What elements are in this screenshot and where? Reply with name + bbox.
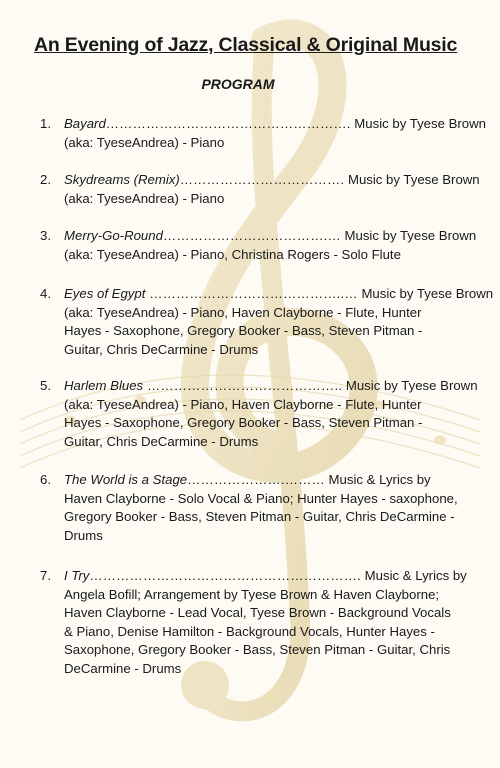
credit: Music by Tyese Brown	[344, 172, 480, 187]
leader-dots: …………………………………………………….	[89, 568, 362, 583]
item-number: 6.	[40, 472, 51, 487]
item-number: 4.	[40, 286, 51, 301]
program-heading: PROGRAM	[201, 76, 275, 92]
program-item	[40, 171, 480, 208]
piece-title: I Try	[64, 568, 90, 583]
item-number: 5.	[40, 378, 51, 393]
leader-dots: ……………………………….…	[162, 228, 341, 243]
piece-title: Skydreams (Remix)	[64, 172, 180, 187]
performers: (aka: TyeseAndrea) - Piano, Christina Rogers - Solo Flute	[64, 246, 401, 262]
leader-dots: ……………………………………………….	[105, 116, 351, 131]
piece-title: Bayard	[64, 116, 106, 131]
document-title: An Evening of Jazz, Classical & Original Music	[34, 34, 458, 56]
performers: (aka: TyeseAndrea) - Piano, Haven Clayborne - Flute, Hunter Hayes - Saxophone, Gregory Booker - Bass, Steven Pitman - Guitar, Chris DeCarmine - Drums	[64, 396, 423, 449]
program-item	[40, 377, 478, 451]
credit: Music by Tyese Brown	[357, 286, 494, 301]
item-number: 1.	[40, 116, 51, 131]
performers: (aka: TyeseAndrea) - Piano	[64, 190, 225, 206]
performers: Angela Bofill; Arrangement by Tyese Brown & Haven Clayborne; Haven Clayborne - Lead Vocal, Tyese Brown - Background Vocals & Piano, Denise Hamilton - Background Vocals, Hunter Hayes - Saxophone, Gregory Booker - Bass, Steven Pitman - Guitar, Chris DeCarmine - Drums	[64, 586, 451, 676]
credit: Music & Lyrics by	[324, 472, 431, 487]
program-item	[40, 471, 460, 545]
credit: Music by Tyese Brown	[342, 378, 478, 393]
credit: Music by Tyese Brown	[340, 228, 477, 243]
credit: Music & Lyrics by	[361, 568, 467, 583]
leader-dots: ……………………………….	[179, 172, 345, 187]
piece-title: Eyes of Egypt	[64, 286, 146, 301]
credit: Music by Tyese Brown	[350, 116, 486, 131]
item-number: 2.	[40, 172, 51, 187]
program-item	[40, 115, 486, 152]
item-number: 7.	[40, 568, 51, 583]
leader-dots: ………………….………	[187, 472, 325, 487]
program-item	[40, 567, 467, 678]
program-item	[40, 285, 494, 359]
piece-title: Merry-Go-Round	[64, 228, 163, 243]
performers: (aka: TyeseAndrea) - Piano, Haven Clayborne - Flute, Hunter Hayes - Saxophone, Gregory Booker - Bass, Steven Pitman - Guitar, Chris DeCarmine - Drums	[64, 304, 423, 357]
performers: (aka: TyeseAndrea) - Piano	[64, 134, 225, 150]
program-item	[40, 227, 477, 264]
piece-title: Harlem Blues	[64, 378, 144, 393]
leader-dots: ……………………………………..	[143, 378, 343, 393]
leader-dots: ……………………………………..…	[145, 286, 358, 301]
piece-title: The World is a Stage	[64, 472, 188, 487]
performers: Haven Clayborne - Solo Vocal & Piano; Hunter Hayes - saxophone, Gregory Booker - Bass, Steven Pitman - Guitar, Chris DeCarmine - Drums	[64, 490, 458, 543]
item-number: 3.	[40, 228, 51, 243]
